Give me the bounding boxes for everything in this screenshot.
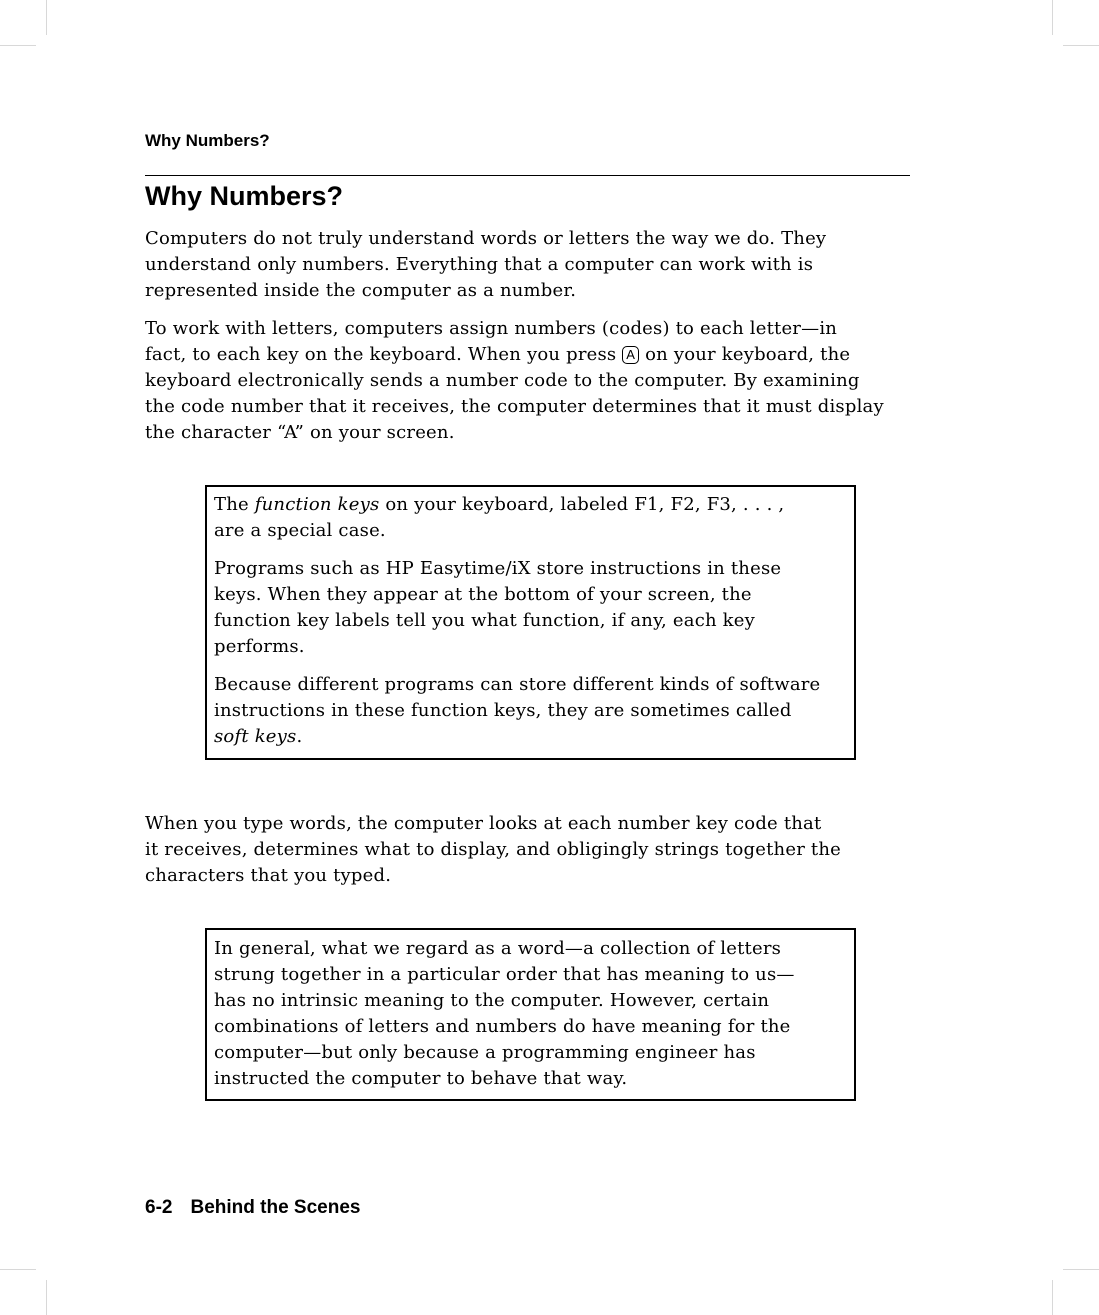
text-span: on your keyboard, labeled F1, F2, F3, . . . ,: [379, 494, 785, 515]
text-line: [145, 811, 841, 837]
paragraph-gap: [214, 660, 820, 672]
text-line: [145, 420, 884, 446]
emphasis-text: soft keys: [214, 726, 297, 747]
text-line: [145, 278, 884, 304]
text-span: .: [296, 726, 303, 747]
crop-mark: [1063, 45, 1099, 46]
paragraph: [214, 492, 820, 544]
body-text: [145, 226, 884, 446]
text-span: understand only numbers. Everything that a computer can work with is: [145, 254, 814, 275]
text-line: [214, 518, 820, 544]
crop-mark: [0, 45, 36, 46]
keycap-icon: A: [622, 346, 639, 364]
text-line: [214, 724, 820, 750]
text-span: instructed the computer to behave that way.: [214, 1068, 628, 1089]
emphasis-text: function keys: [254, 494, 380, 515]
text-span: the code number that it receives, the computer determines that it must display: [145, 396, 884, 417]
text-span: keyboard electronically sends a number code to the computer. By examining: [145, 370, 860, 391]
note-box: [205, 928, 856, 1101]
crop-mark: [1063, 1269, 1099, 1270]
text-span: represented inside the computer as a number.: [145, 280, 577, 301]
text-line: [214, 672, 820, 698]
text-span: Computers do not truly understand words or letters the way we do. They: [145, 228, 827, 249]
text-line: [145, 837, 841, 863]
text-span: instructions in these function keys, they are sometimes called: [214, 700, 792, 721]
text-span: Because different programs can store different kinds of software: [214, 674, 821, 695]
paragraph: [145, 226, 884, 304]
text-line: [145, 316, 884, 342]
text-line: [214, 988, 795, 1014]
crop-mark: [0, 1269, 36, 1270]
text-span: keys. When they appear at the bottom of your screen, the: [214, 584, 752, 605]
text-span: To work with letters, computers assign numbers (codes) to each letter—in: [145, 318, 838, 339]
crop-mark: [1052, 0, 1053, 35]
text-span: performs.: [214, 636, 305, 657]
text-span: are a special case.: [214, 520, 386, 541]
text-span: it receives, determines what to display, and obligingly strings together the: [145, 839, 842, 860]
text-span: The: [214, 494, 255, 515]
text-line: [145, 368, 884, 394]
text-line: [214, 582, 820, 608]
paragraph: [145, 811, 841, 889]
page-number: 6-2: [145, 1197, 173, 1218]
text-span: fact, to each key on the keyboard. When you press: [145, 344, 623, 365]
note-text: [214, 936, 795, 1092]
text-span: function key labels tell you what function, if any, each key: [214, 610, 756, 631]
text-line: [145, 226, 884, 252]
text-line: [214, 1040, 795, 1066]
text-span: on your keyboard, the: [639, 344, 851, 365]
paragraph: [214, 672, 820, 750]
text-span: When you type words, the computer looks at each number key code that: [145, 813, 822, 834]
text-line: [214, 698, 820, 724]
text-line: [145, 394, 884, 420]
text-span: the character “A” on your screen.: [145, 422, 455, 443]
paragraph-gap: [145, 304, 884, 316]
text-line: [214, 936, 795, 962]
text-span: combinations of letters and numbers do have meaning for the: [214, 1016, 791, 1037]
text-span: strung together in a particular order that has meaning to us—: [214, 964, 795, 985]
text-line: [214, 1066, 795, 1092]
text-line: [214, 608, 820, 634]
note-box: [205, 485, 856, 760]
text-span: characters that you typed.: [145, 865, 392, 886]
running-head: Why Numbers?: [145, 131, 270, 150]
paragraph: [145, 316, 884, 446]
text-line: [214, 556, 820, 582]
paragraph: [214, 936, 795, 1092]
text-span: has no intrinsic meaning to the computer. However, certain: [214, 990, 770, 1011]
paragraph-gap: [214, 544, 820, 556]
crop-mark: [46, 0, 47, 35]
text-line: [145, 252, 884, 278]
text-line: [214, 962, 795, 988]
text-line: [214, 1014, 795, 1040]
body-text: [145, 811, 841, 889]
text-line: [145, 863, 841, 889]
crop-mark: [1052, 1280, 1053, 1315]
text-span: In general, what we regard as a word—a collection of letters: [214, 938, 782, 959]
section-rule: [145, 175, 910, 176]
crop-mark: [46, 1280, 47, 1315]
text-span: computer—but only because a programming engineer has: [214, 1042, 756, 1063]
text-line: [145, 342, 884, 368]
chapter-title: Behind the Scenes: [190, 1197, 361, 1218]
page-footer: [145, 1197, 360, 1219]
text-span: Programs such as HP Easytime/iX store instructions in these: [214, 558, 782, 579]
section-title: Why Numbers?: [145, 181, 344, 211]
note-text: [214, 492, 820, 750]
text-line: [214, 492, 820, 518]
paragraph: [214, 556, 820, 660]
text-line: [214, 634, 820, 660]
